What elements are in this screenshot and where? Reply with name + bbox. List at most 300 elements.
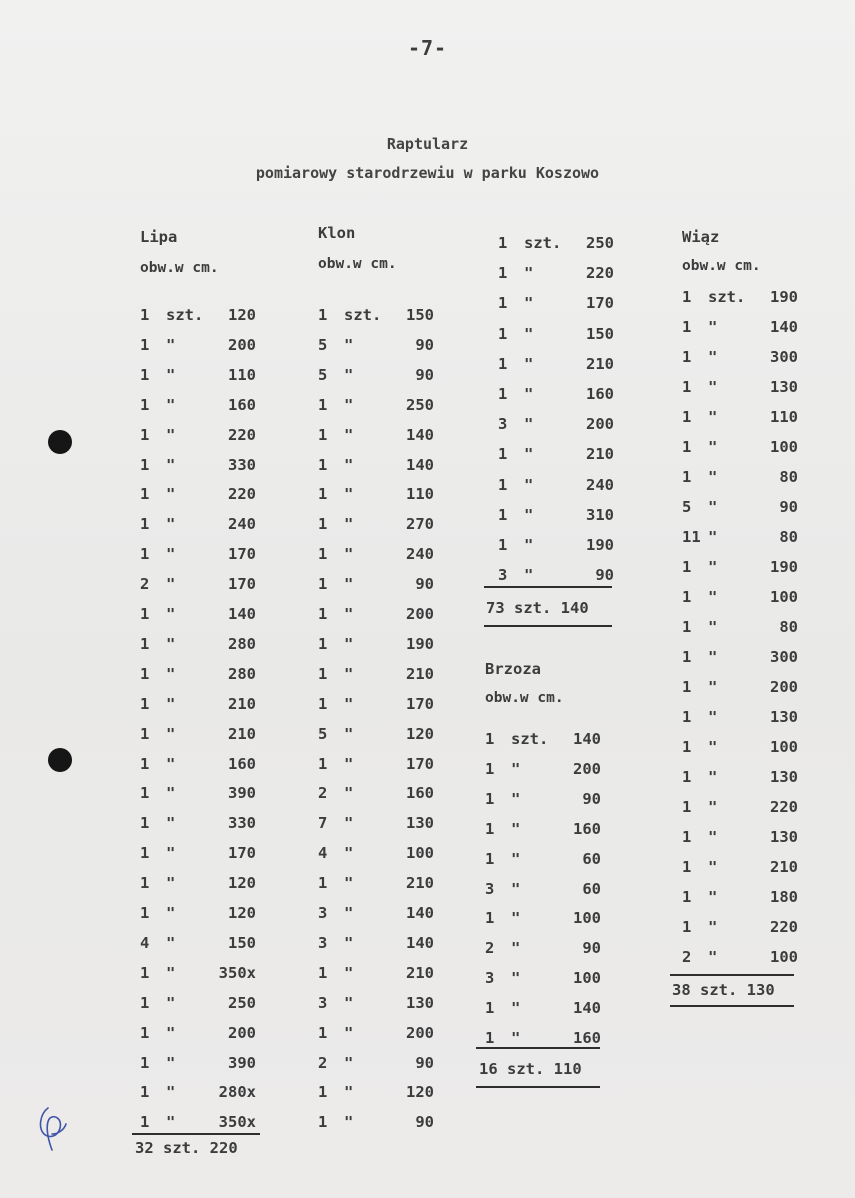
unit-mark: " xyxy=(511,969,521,988)
circumference-value: 100 xyxy=(770,588,798,606)
measurement-row xyxy=(682,588,798,608)
unit-mark: " xyxy=(511,939,521,958)
sum-rule-lipa xyxy=(132,1133,260,1135)
tree-count: 1 xyxy=(318,754,328,773)
unit-mark: " xyxy=(344,694,354,713)
measurement-row xyxy=(318,575,434,595)
circumference-value: 170 xyxy=(228,575,256,594)
tree-count: 1 xyxy=(498,234,508,252)
tree-count: 1 xyxy=(318,963,328,982)
circumference-value: 350x xyxy=(218,1113,256,1132)
unit-mark: " xyxy=(344,455,354,474)
circumference-value: 210 xyxy=(770,858,798,876)
unit-mark: " xyxy=(708,618,718,636)
tree-count: 1 xyxy=(682,318,692,336)
tree-count: 1 xyxy=(318,694,328,713)
unit-mark: " xyxy=(511,819,521,838)
tree-count: 1 xyxy=(318,455,328,474)
circumference-value: 120 xyxy=(406,1083,434,1102)
circumference-value: 130 xyxy=(770,378,798,396)
measurement-row xyxy=(498,536,614,556)
circumference-value: 90 xyxy=(415,1053,434,1072)
circumference-value: 160 xyxy=(228,395,256,414)
measurement-row xyxy=(498,264,614,284)
tree-count: 5 xyxy=(318,335,328,354)
measurement-row xyxy=(682,528,798,548)
tree-count: 3 xyxy=(498,566,508,585)
circumference-value: 210 xyxy=(406,963,434,982)
unit-mark: " xyxy=(344,874,354,893)
measurement-row xyxy=(498,325,614,345)
circumference-value: 160 xyxy=(573,1029,601,1047)
circumference-value: 280x xyxy=(218,1083,256,1102)
circumference-value: 130 xyxy=(770,708,798,726)
total-brzoza: 16 szt. 110 xyxy=(479,1060,582,1078)
unit-mark: " xyxy=(344,724,354,743)
tree-count: 1 xyxy=(485,759,495,778)
circumference-value: 90 xyxy=(595,566,614,585)
tree-count: 1 xyxy=(485,1029,495,1047)
unit-mark: " xyxy=(708,918,718,936)
circumference-value: 170 xyxy=(586,294,614,313)
tree-count: 11 xyxy=(682,528,701,546)
tree-count: 1 xyxy=(485,849,495,868)
unit-mark: " xyxy=(511,849,521,868)
tree-count: 1 xyxy=(682,588,692,606)
document-subtitle: pomiarowy starodrzewiu w parku Koszowo xyxy=(255,164,600,182)
circumference-value: 120 xyxy=(228,874,256,893)
tree-count: 1 xyxy=(682,828,692,846)
circumference-value: 210 xyxy=(228,694,256,713)
unit-mark: " xyxy=(166,1053,176,1072)
tree-count: 1 xyxy=(682,768,692,786)
unit-mark: " xyxy=(511,879,521,898)
circumference-value: 140 xyxy=(770,318,798,336)
tree-count: 5 xyxy=(682,498,692,516)
measurement-row xyxy=(140,396,256,416)
unit-mark: " xyxy=(708,318,718,336)
tree-count: 1 xyxy=(140,814,150,833)
circumference-value: 140 xyxy=(406,455,434,474)
measurement-row xyxy=(140,695,256,715)
circumference-value: 80 xyxy=(779,618,798,636)
unit-mark: " xyxy=(166,545,176,564)
circumference-value: 240 xyxy=(406,545,434,564)
circumference-value: 180 xyxy=(770,888,798,906)
unit-mark: " xyxy=(524,505,534,524)
tree-count: 1 xyxy=(140,844,150,863)
unit-mark: " xyxy=(708,678,718,696)
circumference-value: 170 xyxy=(228,844,256,863)
tree-count: 1 xyxy=(140,306,150,324)
measurement-row xyxy=(498,234,614,254)
unit-mark: " xyxy=(166,963,176,982)
circumference-value: 160 xyxy=(228,754,256,773)
unit-mark: " xyxy=(524,354,534,373)
circumference-value: 140 xyxy=(573,730,601,748)
column-unit-label: obw.w cm. xyxy=(318,256,397,272)
measurement-row xyxy=(485,909,601,929)
circumference-value: 210 xyxy=(228,724,256,743)
measurement-row xyxy=(682,678,798,698)
unit-mark: " xyxy=(344,1083,354,1102)
measurement-row xyxy=(140,366,256,386)
sum-rule-brzoza xyxy=(476,1047,600,1049)
circumference-value: 90 xyxy=(582,939,601,958)
measurement-row xyxy=(140,1024,256,1044)
tree-count: 1 xyxy=(682,648,692,666)
unit-mark: " xyxy=(344,1023,354,1042)
tree-count: 1 xyxy=(682,708,692,726)
unit-mark: " xyxy=(511,789,521,808)
measurement-row xyxy=(682,798,798,818)
unit-mark: " xyxy=(511,909,521,928)
tree-count: 1 xyxy=(498,505,508,524)
circumference-value: 140 xyxy=(228,605,256,623)
circumference-value: 330 xyxy=(228,814,256,833)
punch-hole-upper xyxy=(48,430,72,454)
tree-count: 1 xyxy=(318,515,328,534)
measurement-row xyxy=(682,948,798,968)
circumference-value: 250 xyxy=(228,993,256,1012)
tree-count: 1 xyxy=(318,1113,328,1132)
circumference-value: 110 xyxy=(406,485,434,504)
unit-mark: " xyxy=(511,759,521,778)
measurement-row xyxy=(498,385,614,405)
tree-count: 1 xyxy=(485,999,495,1018)
measurement-row xyxy=(485,820,601,840)
circumference-value: 90 xyxy=(582,789,601,808)
measurement-row xyxy=(318,844,434,864)
unit-mark: " xyxy=(708,708,718,726)
tree-count: 5 xyxy=(318,365,328,384)
tree-count: 3 xyxy=(485,969,495,988)
measurement-row xyxy=(140,635,256,655)
circumference-value: 210 xyxy=(586,445,614,464)
unit-mark: " xyxy=(524,294,534,313)
unit-mark: szt. xyxy=(344,306,382,324)
tree-count: 4 xyxy=(140,933,150,952)
measurement-row xyxy=(498,415,614,435)
tree-count: 2 xyxy=(318,1053,328,1072)
unit-mark: " xyxy=(344,365,354,384)
unit-mark: " xyxy=(166,634,176,653)
unit-mark: " xyxy=(344,904,354,922)
measurement-row xyxy=(140,456,256,476)
unit-mark: " xyxy=(166,1023,176,1042)
measurement-row xyxy=(485,969,601,989)
measurement-row xyxy=(682,468,798,488)
measurement-row xyxy=(485,939,601,959)
circumference-value: 110 xyxy=(770,408,798,426)
circumference-value: 110 xyxy=(228,365,256,384)
tree-count: 1 xyxy=(318,306,328,324)
circumference-value: 80 xyxy=(779,468,798,486)
unit-mark: szt. xyxy=(166,306,204,324)
measurement-row xyxy=(318,1083,434,1103)
tree-count: 1 xyxy=(682,798,692,816)
unit-mark: " xyxy=(708,378,718,396)
unit-mark: " xyxy=(524,536,534,554)
tree-count: 2 xyxy=(140,575,150,594)
measurement-row xyxy=(682,498,798,518)
circumference-value: 90 xyxy=(415,335,434,354)
total-klon: 73 szt. 140 xyxy=(486,599,589,617)
unit-mark: " xyxy=(166,575,176,594)
tree-count: 1 xyxy=(682,438,692,456)
tree-count: 1 xyxy=(140,874,150,893)
tree-count: 3 xyxy=(318,993,328,1012)
unit-mark: " xyxy=(166,784,176,803)
tree-count: 1 xyxy=(682,288,692,306)
circumference-value: 160 xyxy=(406,784,434,803)
unit-mark: " xyxy=(524,445,534,464)
measurement-row xyxy=(682,348,798,368)
circumference-value: 220 xyxy=(586,264,614,283)
unit-mark: " xyxy=(344,963,354,982)
circumference-value: 140 xyxy=(573,999,601,1018)
circumference-value: 130 xyxy=(770,828,798,846)
unit-mark: " xyxy=(344,993,354,1012)
measurement-row xyxy=(140,545,256,565)
tree-count: 1 xyxy=(682,408,692,426)
unit-mark: " xyxy=(708,858,718,876)
unit-mark: " xyxy=(166,335,176,354)
tree-count: 1 xyxy=(140,904,150,922)
unit-mark: " xyxy=(708,828,718,846)
tree-count: 1 xyxy=(140,455,150,474)
total-wiaz: 38 szt. 130 xyxy=(672,981,775,999)
circumference-value: 280 xyxy=(228,664,256,683)
unit-mark: " xyxy=(524,385,534,403)
unit-mark: " xyxy=(524,324,534,343)
tree-count: 1 xyxy=(318,605,328,623)
tree-count: 1 xyxy=(318,545,328,564)
tree-count: 4 xyxy=(318,844,328,863)
measurement-row xyxy=(498,355,614,375)
circumference-value: 170 xyxy=(406,754,434,773)
measurement-row xyxy=(140,485,256,505)
unit-mark: " xyxy=(344,814,354,833)
tree-count: 1 xyxy=(140,724,150,743)
measurement-row xyxy=(682,828,798,848)
measurement-row xyxy=(682,918,798,938)
circumference-value: 280 xyxy=(228,634,256,653)
tree-count: 1 xyxy=(498,385,508,403)
measurement-row xyxy=(318,1024,434,1044)
measurement-row xyxy=(498,566,614,586)
tree-count: 1 xyxy=(318,575,328,594)
tree-count: 1 xyxy=(498,536,508,554)
unit-mark: " xyxy=(708,528,718,546)
tree-count: 1 xyxy=(140,545,150,564)
unit-mark: szt. xyxy=(511,730,549,748)
unit-mark: " xyxy=(708,648,718,666)
column-heading: Klon xyxy=(318,224,356,242)
circumference-value: 140 xyxy=(406,425,434,444)
unit-mark: " xyxy=(524,415,534,434)
unit-mark: " xyxy=(166,993,176,1012)
tree-count: 1 xyxy=(140,664,150,683)
unit-mark: " xyxy=(166,724,176,743)
circumference-value: 130 xyxy=(406,993,434,1012)
circumference-value: 220 xyxy=(770,918,798,936)
circumference-value: 220 xyxy=(228,425,256,444)
circumference-value: 390 xyxy=(228,1053,256,1072)
measurement-row xyxy=(682,708,798,728)
circumference-value: 130 xyxy=(406,814,434,833)
tree-count: 1 xyxy=(318,874,328,893)
unit-mark: " xyxy=(344,933,354,952)
circumference-value: 200 xyxy=(228,335,256,354)
circumference-value: 250 xyxy=(406,395,434,414)
circumference-value: 300 xyxy=(770,648,798,666)
circumference-value: 210 xyxy=(406,664,434,683)
measurement-row xyxy=(485,790,601,810)
unit-mark: " xyxy=(708,798,718,816)
measurement-row xyxy=(682,378,798,398)
measurement-row xyxy=(682,768,798,788)
unit-mark: " xyxy=(708,438,718,456)
measurement-row xyxy=(140,784,256,804)
circumference-value: 100 xyxy=(770,438,798,456)
tree-count: 1 xyxy=(318,634,328,653)
unit-mark: " xyxy=(166,694,176,713)
unit-mark: " xyxy=(166,425,176,444)
circumference-value: 170 xyxy=(406,694,434,713)
unit-mark: " xyxy=(524,264,534,283)
measurement-row xyxy=(498,506,614,526)
tree-count: 1 xyxy=(682,558,692,576)
circumference-value: 120 xyxy=(406,724,434,743)
tree-count: 1 xyxy=(682,678,692,696)
unit-mark: " xyxy=(708,948,718,966)
measurement-row xyxy=(318,784,434,804)
column-unit-label: obw.w cm. xyxy=(140,260,219,276)
circumference-value: 150 xyxy=(586,324,614,343)
measurement-row xyxy=(682,738,798,758)
measurement-row xyxy=(140,934,256,954)
unit-mark: " xyxy=(708,768,718,786)
unit-mark: " xyxy=(344,605,354,623)
tree-count: 1 xyxy=(140,425,150,444)
tree-count: 1 xyxy=(485,730,495,748)
tree-count: 1 xyxy=(140,993,150,1012)
circumference-value: 90 xyxy=(415,1113,434,1132)
circumference-value: 100 xyxy=(406,844,434,863)
tree-count: 1 xyxy=(140,515,150,534)
unit-mark: " xyxy=(166,754,176,773)
tree-count: 1 xyxy=(682,468,692,486)
circumference-value: 140 xyxy=(406,904,434,922)
measurement-row xyxy=(140,814,256,834)
measurement-row xyxy=(140,964,256,984)
tree-count: 1 xyxy=(682,918,692,936)
circumference-value: 80 xyxy=(779,528,798,546)
unit-mark: szt. xyxy=(708,288,746,306)
tree-count: 1 xyxy=(140,485,150,504)
tree-count: 1 xyxy=(318,425,328,444)
circumference-value: 350x xyxy=(218,963,256,982)
unit-mark: " xyxy=(344,515,354,534)
tree-count: 1 xyxy=(682,378,692,396)
tree-count: 1 xyxy=(140,1053,150,1072)
circumference-value: 100 xyxy=(770,948,798,966)
unit-mark: " xyxy=(344,784,354,803)
unit-mark: " xyxy=(708,408,718,426)
measurement-row xyxy=(140,755,256,775)
circumference-value: 200 xyxy=(406,1023,434,1042)
unit-mark: " xyxy=(344,485,354,504)
unit-mark: " xyxy=(708,588,718,606)
measurement-row xyxy=(140,515,256,535)
circumference-value: 140 xyxy=(406,933,434,952)
measurement-row xyxy=(140,844,256,864)
unit-mark: " xyxy=(166,664,176,683)
measurement-row xyxy=(318,874,434,894)
tree-count: 5 xyxy=(318,724,328,743)
measurement-row xyxy=(318,964,434,984)
tree-count: 1 xyxy=(485,819,495,838)
tree-count: 1 xyxy=(498,324,508,343)
tree-count: 1 xyxy=(498,294,508,313)
measurement-row xyxy=(498,294,614,314)
measurement-row xyxy=(485,730,601,750)
sum-rule-klon xyxy=(484,586,612,588)
tree-count: 1 xyxy=(318,1023,328,1042)
circumference-value: 330 xyxy=(228,455,256,474)
measurement-row xyxy=(140,1083,256,1103)
unit-mark: " xyxy=(524,566,534,585)
unit-mark: " xyxy=(344,545,354,564)
tree-count: 1 xyxy=(498,354,508,373)
circumference-value: 250 xyxy=(586,234,614,252)
circumference-value: 310 xyxy=(586,505,614,524)
tree-count: 3 xyxy=(318,904,328,922)
unit-mark: " xyxy=(511,999,521,1018)
tree-count: 3 xyxy=(498,415,508,434)
measurement-row xyxy=(318,934,434,954)
unit-mark: " xyxy=(166,844,176,863)
tree-count: 2 xyxy=(682,948,692,966)
unit-mark: " xyxy=(511,1029,521,1047)
measurement-row xyxy=(140,1054,256,1074)
tree-count: 1 xyxy=(682,348,692,366)
circumference-value: 200 xyxy=(406,605,434,623)
circumference-value: 200 xyxy=(573,759,601,778)
unit-mark: " xyxy=(708,888,718,906)
tree-count: 1 xyxy=(140,754,150,773)
unit-mark: " xyxy=(344,664,354,683)
measurement-row xyxy=(140,904,256,924)
circumference-value: 210 xyxy=(586,354,614,373)
tree-count: 1 xyxy=(140,694,150,713)
unit-mark: " xyxy=(344,395,354,414)
measurement-row xyxy=(140,994,256,1014)
tree-count: 1 xyxy=(682,858,692,876)
measurement-row xyxy=(140,575,256,595)
column-heading: Brzoza xyxy=(485,660,541,678)
circumference-value: 240 xyxy=(228,515,256,534)
tree-count: 1 xyxy=(498,475,508,494)
circumference-value: 100 xyxy=(573,969,601,988)
measurement-row xyxy=(682,408,798,428)
sum-rule-klon-under xyxy=(484,625,612,627)
unit-mark: " xyxy=(166,605,176,623)
measurement-row xyxy=(318,665,434,685)
unit-mark: " xyxy=(708,738,718,756)
circumference-value: 390 xyxy=(228,784,256,803)
